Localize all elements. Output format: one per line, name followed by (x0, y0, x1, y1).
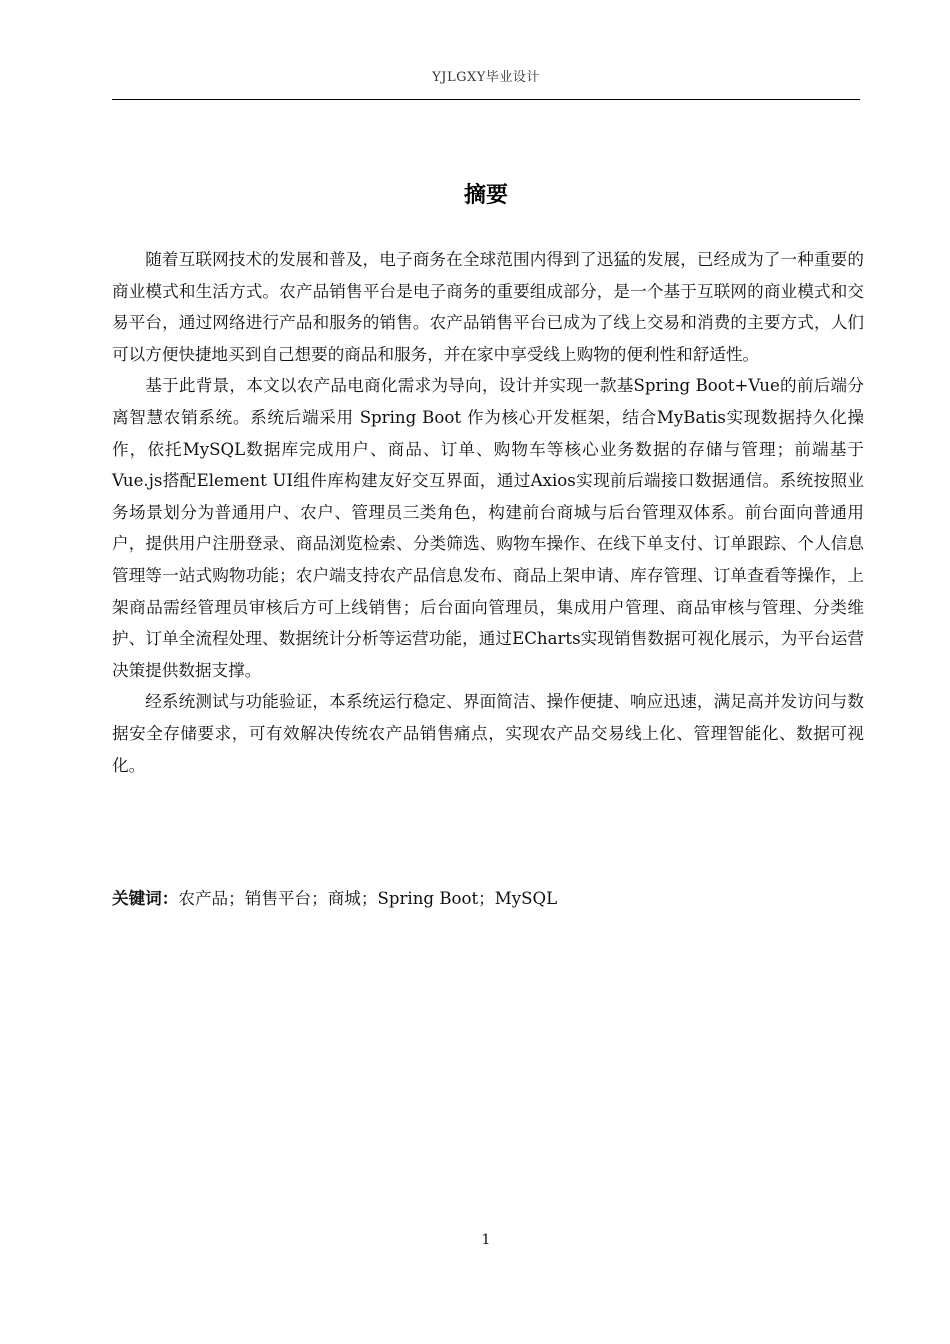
abstract-paragraph-1: 随着互联网技术的发展和普及，电子商务在全球范围内得到了迅猛的发展，已经成为了一种重要的商业模式和生活方式。农产品销售平台是电子商务的重要组成部分，是一个基于互联网的商业模式和交易平台，通过网络进行产品和服务的销售。农产品销售平台已成为了线上交易和消费的主要方式，人们可以方便快捷地买到自己想要的商品和服务，并在家中享受线上购物的便利性和舒适性。 (112, 250, 864, 364)
running-header: YJLGXY毕业设计 (432, 70, 540, 85)
page-number: 1 (481, 1232, 491, 1248)
abstract-paragraph-2: 基于此背景，本文以农产品电商化需求为导向，设计并实现一款基Spring Boot+Vue的前后端分离智慧农销系统。系统后端采用 Spring Boot 作为核心开发框架，结合MyBatis实现数据持久化操作，依托MySQL数据库完成用户、商品、订单、购物车等核心业务数据的存储与管理；前端基于Vue.js搭配Element UI组件库构建友好交互界面，通过Axios实现前后端接口数据通信。系统按照业务场景划分为普通用户、农户、管理员三类角色，构建前台商城与后台管理双体系。前台面向普通用户，提供用户注册登录、商品浏览检索、分类筛选、购物车操作、在线下单支付、订单跟踪、个人信息管理等一站式购物功能；农户端支持农产品信息发布、商品上架申请、库存管理、订单查看等操作，上架商品需经管理员审核后方可上线销售；后台面向管理员，集成用户管理、商品审核与管理、分类维护、订单全流程处理、数据统计分析等运营功能，通过ECharts实现销售数据可视化展示，为平台运营决策提供数据支撑。 (112, 376, 864, 680)
keywords-label: 关键词： (112, 889, 179, 908)
keywords-text: 农产品；销售平台；商城；Spring Boot；MySQL (178, 889, 558, 908)
abstract-title: 摘要 (463, 183, 508, 208)
header-rule (112, 99, 860, 100)
abstract-paragraph-3: 经系统测试与功能验证，本系统运行稳定、界面简洁、操作便捷、响应迅速，满足高并发访问与数据安全存储要求，可有效解决传统农产品销售痛点，实现农产品交易线上化、管理智能化、数据可视化。 (112, 692, 864, 775)
abstract-body (112, 244, 864, 781)
keywords-line (112, 884, 860, 914)
